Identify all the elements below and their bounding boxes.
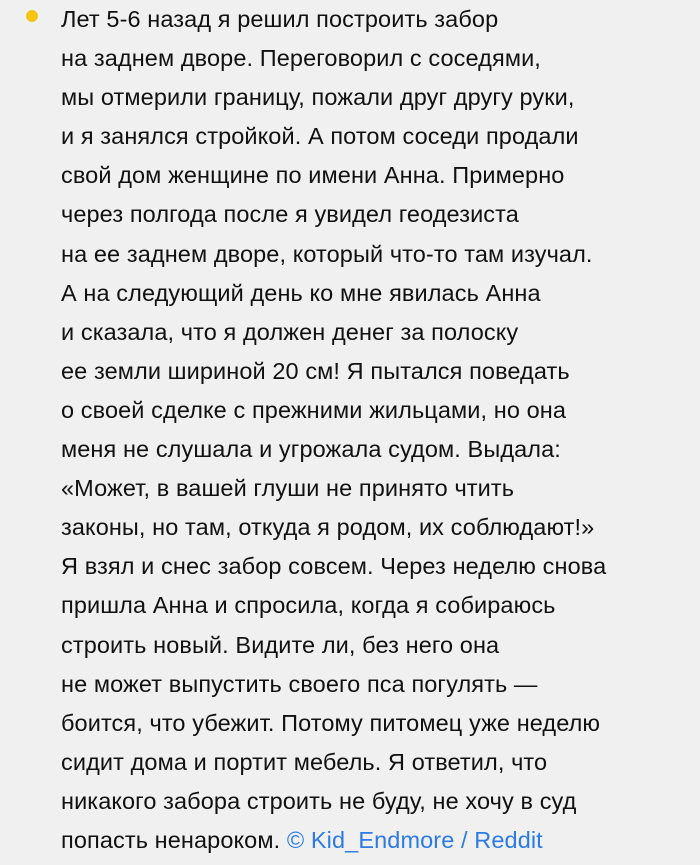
story-line: меня не слушала и угрожала судом. Выдала: — [61, 436, 561, 463]
story-line: на ее заднем дворе, который что-то там изучал. — [61, 240, 593, 267]
story-line: не может выпустить своего пса погулять — — [61, 670, 538, 697]
story-line: через полгода после я увидел геодезиста — [61, 201, 519, 228]
story-line: и я занялся стройкой. А потом соседи продали — [61, 123, 579, 150]
story-line: сидит дома и портит мебель. Я ответил, что — [61, 748, 548, 775]
story-line: «Может, в вашей глуши не принято чтить — [61, 475, 515, 502]
bullet-icon — [26, 10, 38, 22]
story-line: А на следующий день ко мне явилась Анна — [61, 279, 541, 306]
story-line: на заднем дворе. Переговорил с соседями, — [61, 45, 541, 72]
story-line: Я взял и снес забор совсем. Через неделю снова — [61, 553, 607, 580]
story-line: Лет 5-6 назад я решил построить забор — [61, 6, 499, 32]
story-line: и сказала, что я должен денег за полоску — [61, 318, 519, 345]
story-line: о своей сделке с прежними жильцами, но она — [61, 396, 567, 423]
story-line: законы, но там, откуда я родом, их соблюдают!» — [61, 514, 595, 541]
story-line-end: попасть ненароком. — [61, 826, 281, 853]
story-line: строить новый. Видите ли, без него она — [61, 631, 500, 658]
story-line: боится, что убежит. Потому питомец уже неделю — [61, 709, 601, 736]
story-last-line — [61, 821, 697, 860]
story-line: пришла Анна и спросила, когда я собираюсь — [61, 592, 556, 619]
story-line: свой дом женщине по имени Анна. Примерно — [61, 162, 565, 189]
story-line: никакого забора строить не буду, не хочу в суд — [61, 787, 577, 814]
story-line: мы отмерили границу, пожали друг другу руки, — [61, 84, 575, 111]
source-credit-link[interactable]: © Kid_Endmore / Reddit — [286, 826, 543, 853]
story-text — [61, 0, 697, 860]
story-line: ее земли шириной 20 см! Я пытался поведать — [61, 357, 570, 384]
